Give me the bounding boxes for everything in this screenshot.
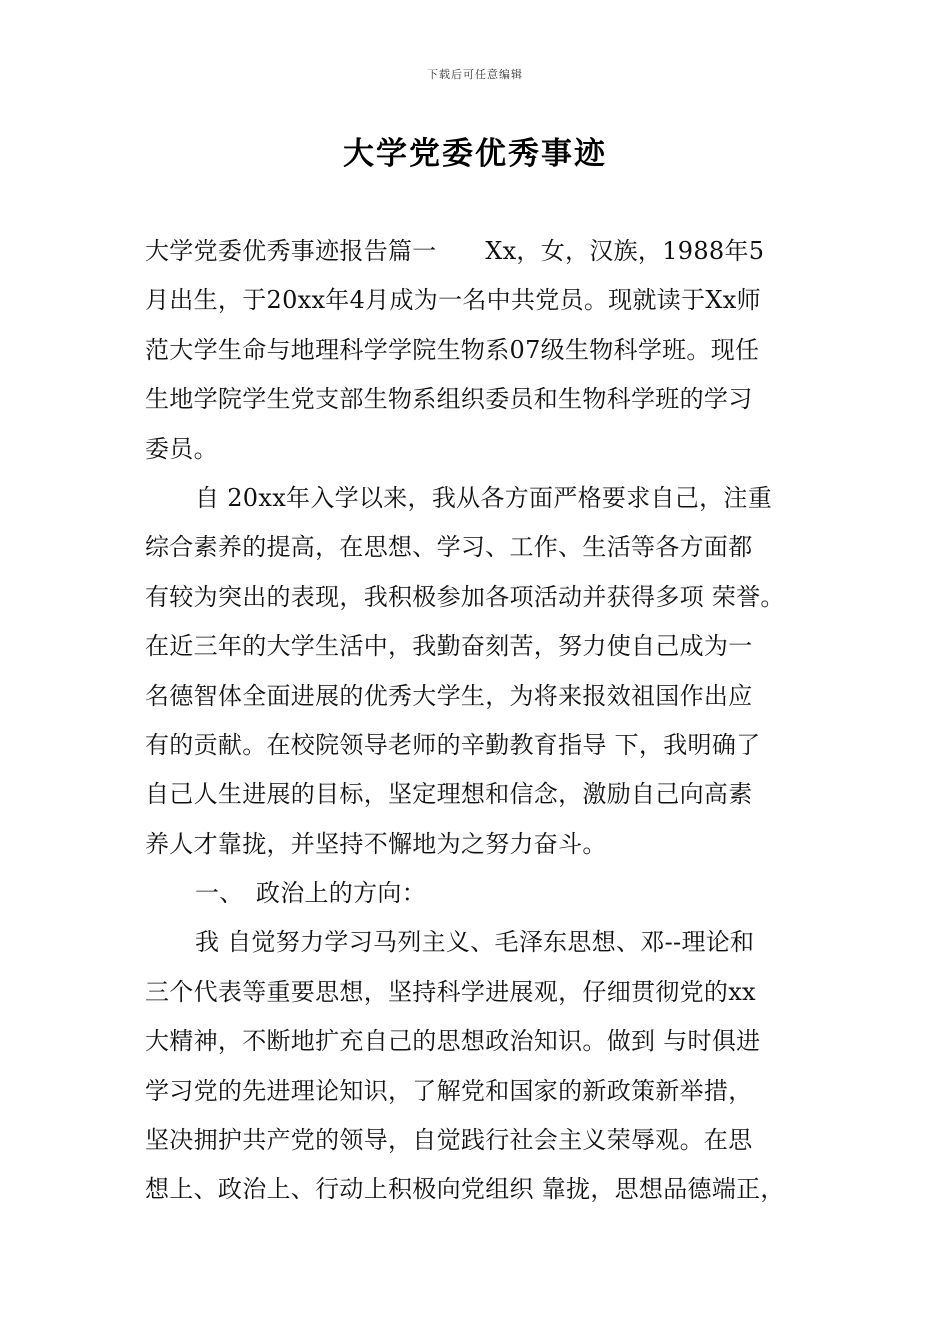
body-line: 想上、政治上、行动上积极向党组织 靠拢，思想品德端正， xyxy=(145,1175,785,1204)
body-line: 在近三年的大学生活中，我勤奋刻苦，努力使自己成为一 xyxy=(145,632,753,661)
section-heading: 一、 政治上的方向： xyxy=(195,879,426,908)
body-line: 大精神，不断地扩充自己的思想政治知识。做到 与时俱进 xyxy=(145,1027,761,1056)
document-title: 大学党委优秀事迹 xyxy=(343,136,607,172)
body-line: 三个代表等重要思想，坚持科学进展观，仔细贯彻党的xx xyxy=(145,977,756,1006)
body-line: 自 20xx年入学以来，我从各方面严格要求自己，注重 xyxy=(195,483,773,512)
body-line: 自己人生进展的目标，坚定理想和信念，激励自己向高素 xyxy=(145,780,753,809)
body-line: 坚决拥护共产党的领导，自觉践行社会主义荣辱观。在思 xyxy=(145,1126,753,1155)
body-line: 有的贡献。在校院领导老师的辛勤教育指导 下，我明确了 xyxy=(145,730,761,759)
header-note: 下载后可任意编辑 xyxy=(427,68,523,81)
body-line: 委员。 xyxy=(145,434,218,463)
document-body xyxy=(145,227,820,1215)
body-line: 综合素养的提高，在思想、学习、工作、生活等各方面都 xyxy=(145,533,753,562)
body-line: 生地学院学生党支部生物系组织委员和生物科学班的学习 xyxy=(145,385,753,414)
body-line: 名德智体全面进展的优秀大学生，为将来报效祖国作出应 xyxy=(145,681,753,710)
body-line: 月出生，于20xx年4月成为一名中共党员。现就读于Xx师 xyxy=(145,286,761,315)
body-line: 养人才靠拢，并坚持不懈地为之努力奋斗。 xyxy=(145,829,607,858)
body-line: 有较为突出的表现，我积极参加各项活动并获得多项 荣誉。 xyxy=(145,582,785,611)
body-line: 大学党委优秀事迹报告篇一 Xx，女，汉族，1988年5 xyxy=(145,237,765,265)
body-line: 我 自觉努力学习马列主义、毛泽东思想、邓--理论和 xyxy=(195,928,755,957)
body-line: 范大学生命与地理科学学院生物系07级生物科学班。现任 xyxy=(145,335,760,364)
body-line: 学习党的先进理论知识，了解党和国家的新政策新举措， xyxy=(145,1076,753,1105)
